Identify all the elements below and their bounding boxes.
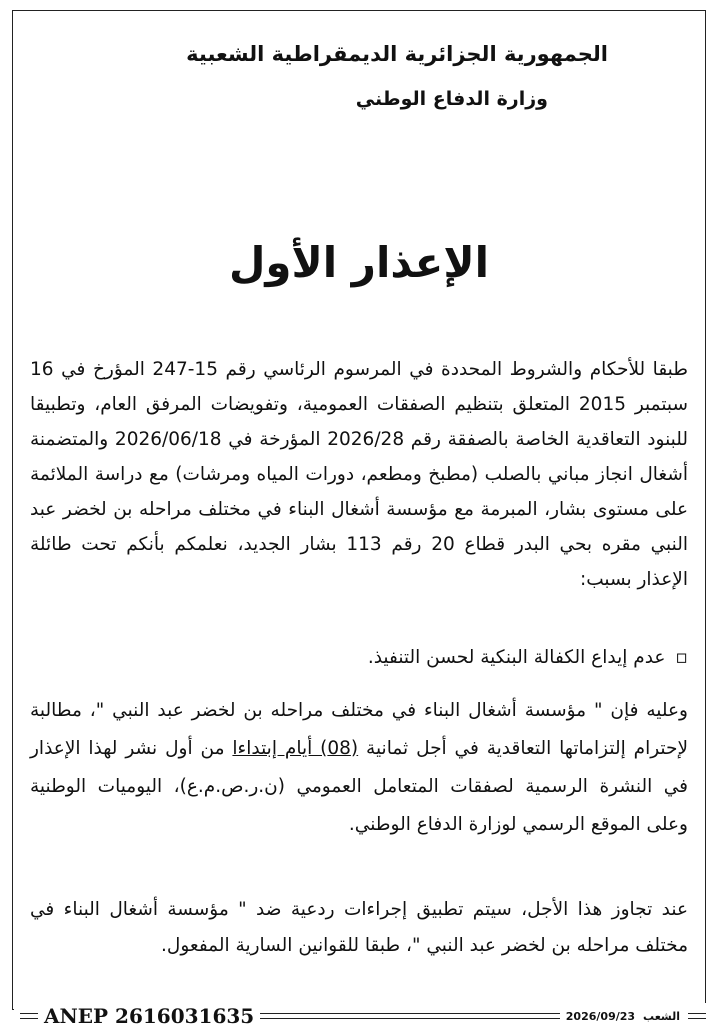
footer-bar (14, 1003, 706, 1029)
intro-paragraph: طبقا للأحكام والشروط المحددة في المرسوم الرئاسي رقم 15-247 المؤرخ في 16 سبتمبر 2015 المتعلق بتنظيم الصفقات العمومية، وتفويضات المرفق العام، وتطبيقا للبنود التعاقدية الخاصة بالصفقة رقم 2026/28 المؤرخة في 2026/06/18 والمتضمنة أشغال انجاز مباني بالصلب (مطبخ ومطعم، دورات المياه ومرشات) مع دراسة الملائمة على مستوى بشار، المبرمة مع مؤسسة أشغال البناء في مختلف مراحله بن لخضر عبد النبي مقره بحي البدر قطاع 20 رقم 113 بشار الجديد، نعلمكم بأنكم تحت طائلة الإعذار بسبب: (30, 359, 688, 590)
bullet-icon: ▫ (675, 647, 688, 668)
bullet-item (30, 640, 688, 675)
closing-paragraph: عند تجاوز هذا الأجل، سيتم تطبيق إجراءات ردعية ضد " مؤسسة أشغال البناء في مختلف مراحله بن لخضر عبد النبي "، طبقا للقوانين السارية المفعول. (30, 899, 688, 956)
publication-date: 2026/09/23 (565, 1009, 636, 1023)
bullet-text: عدم إيداع الكفالة البنكية لحسن التنفيذ. (367, 647, 666, 668)
footer-rule-right (688, 1013, 706, 1019)
anep-reference: ANEP 2616031635 (44, 1004, 255, 1028)
ministry-header: وزارة الدفاع الوطني (355, 88, 548, 110)
deadline-underlined: (08) أيام إبتداءا (232, 738, 359, 759)
republic-header: الجمهورية الجزائرية الديمقراطية الشعبية (186, 42, 608, 66)
demand-text-start: وعليه فإن " مؤسسة أشغال البناء في مختلف مراحله بن لخضر عبد النبي "، مطالبة لإحترام إلتزاماتها التعاقدية في أجل ثمانية (30, 700, 688, 759)
footer-rule-left (20, 1013, 38, 1019)
newspaper-name: الشعب (643, 1009, 680, 1023)
notice-title: الإعذار الأول (228, 238, 490, 287)
footer-rule-middle (260, 1013, 560, 1019)
demand-text-end: من أول نشر لهذا الإعذار في النشرة الرسمية لصفقات المتعامل العمومي (ن.ر.ص.م.ع)، اليوميات الوطنية وعلى الموقع الرسمي لوزارة الدفاع الوطني. (30, 738, 688, 835)
demand-paragraph (30, 692, 688, 844)
